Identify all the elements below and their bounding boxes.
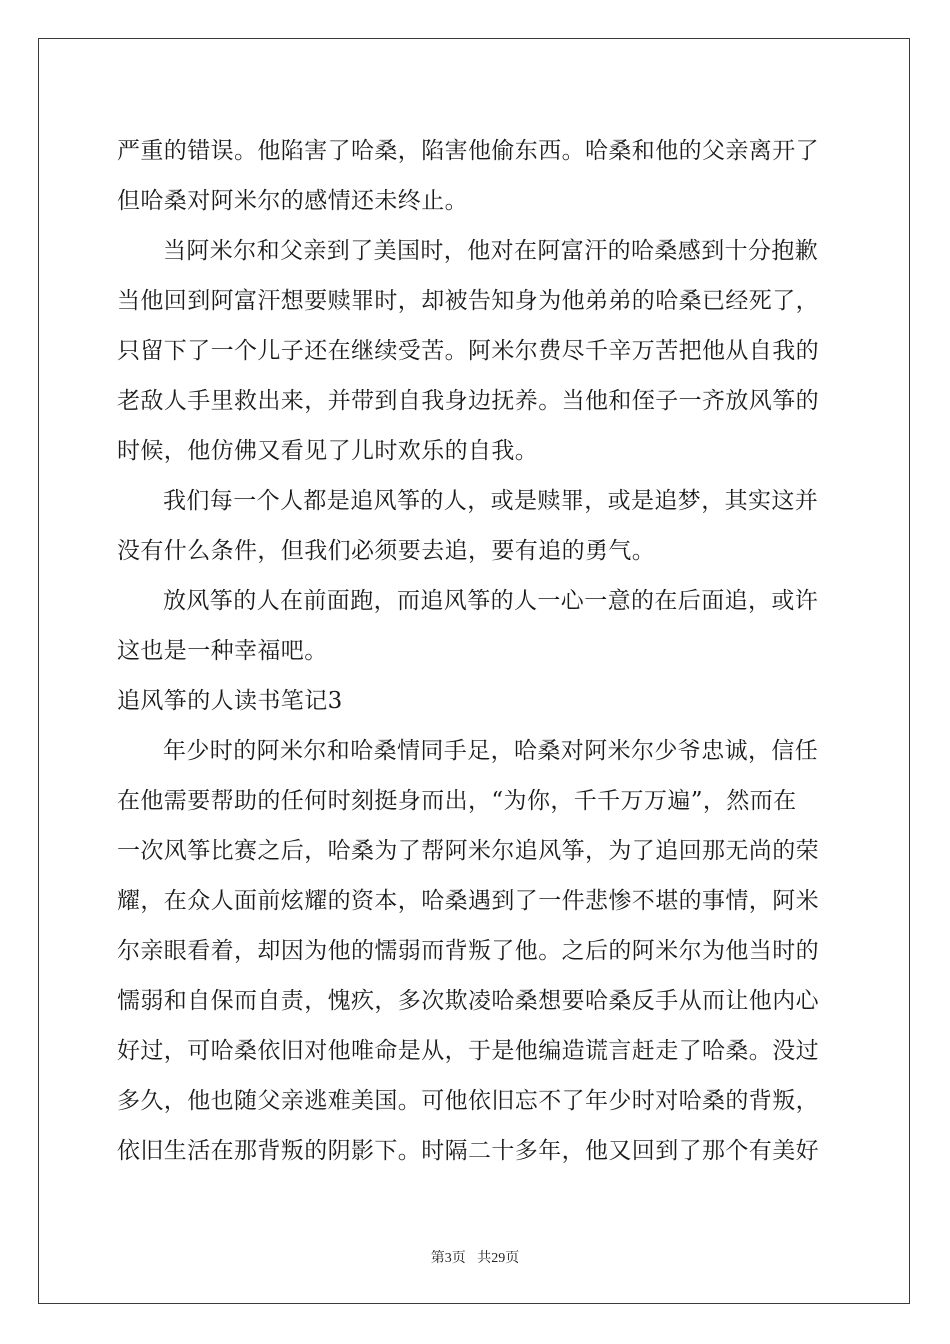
text-line: 依旧生活在那背叛的阴影下。时隔二十多年，他又回到了那个有美好: [117, 1138, 819, 1164]
text-line: 多久，他也随父亲逃难美国。可他依旧忘不了年少时对哈桑的背叛，: [117, 1088, 819, 1114]
text-line: 一次风筝比赛之后，哈桑为了帮阿米尔追风筝，为了追回那无尚的荣: [117, 838, 819, 864]
text-line: 好过，可哈桑依旧对他唯命是从，于是他编造谎言赶走了哈桑。没过: [117, 1038, 819, 1064]
section-heading: 追风筝的人读书笔记3: [117, 688, 343, 714]
text-line: 只留下了一个儿子还在继续受苦。阿米尔费尽千辛万苦把他从自我的: [117, 338, 819, 364]
text-line: 时候，他仿佛又看见了儿时欢乐的自我。: [117, 438, 539, 464]
paragraph-start-line: 当阿米尔和父亲到了美国时，他对在阿富汗的哈桑感到十分抱歉: [163, 238, 819, 264]
paragraph-start-line: 放风筝的人在前面跑，而追风筝的人一心一意的在后面追，或许: [163, 588, 819, 614]
text-line: 尔亲眼看着，却因为他的懦弱而背叛了他。之后的阿米尔为他当时的: [117, 938, 819, 964]
text-line: 这也是一种幸福吧。: [117, 638, 328, 664]
text-line: 严重的错误。他陷害了哈桑，陷害他偷东西。哈桑和他的父亲离开了: [117, 138, 819, 164]
text-line: 没有什么条件，但我们必须要去追，要有追的勇气。: [117, 538, 656, 564]
text-line: 老敌人手里救出来，并带到自我身边抚养。当他和侄子一齐放风筝的: [117, 388, 819, 414]
text-line: 懦弱和自保而自责，愧疚，多次欺凌哈桑想要哈桑反手从而让他内心: [117, 988, 819, 1014]
text-line: 耀，在众人面前炫耀的资本，哈桑遇到了一件悲惨不堪的事情，阿米: [117, 888, 819, 914]
text-line: 但哈桑对阿米尔的感情还未终止。: [117, 188, 468, 214]
text-line: 当他回到阿富汗想要赎罪时，却被告知身为他弟弟的哈桑已经死了，: [117, 288, 819, 314]
page-total: 共29页: [477, 1251, 520, 1266]
page-number: 第3页: [430, 1251, 466, 1266]
text-line: 在他需要帮助的任何时刻挺身而出，“为你，千千万万遍”，然而在: [117, 788, 797, 814]
document-body: [117, 126, 833, 1176]
page-footer: [0, 1247, 950, 1267]
paragraph-start-line: 年少时的阿米尔和哈桑情同手足，哈桑对阿米尔少爷忠诚，信任: [163, 738, 819, 764]
paragraph-start-line: 我们每一个人都是追风筝的人，或是赎罪，或是追梦，其实这并: [163, 488, 819, 514]
